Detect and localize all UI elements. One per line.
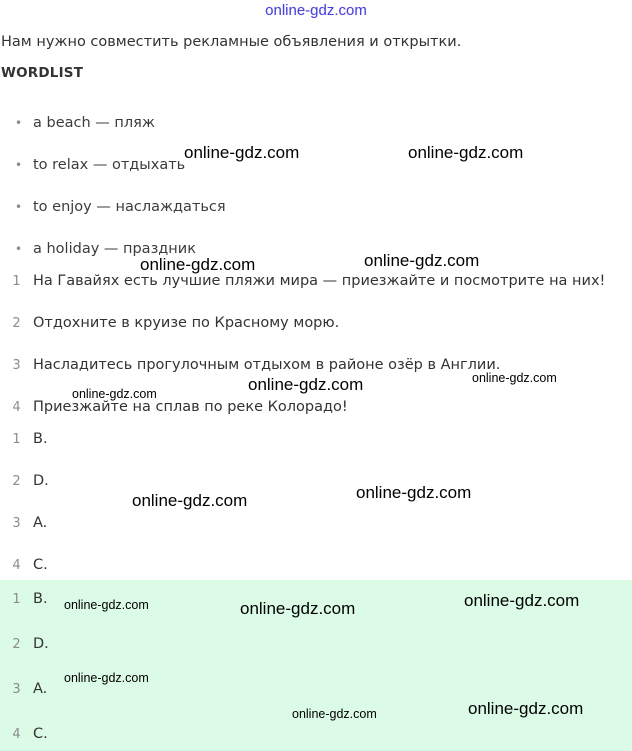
watermark: online-gdz.com [356,483,472,502]
wordlist-heading: WORDLIST [1,65,84,81]
match-number: 4 [12,558,21,573]
match-letter: C. [33,557,48,573]
ad-text: Насладитесь прогулочным отдыхом в районе озёр в Англии. [33,357,501,373]
watermark: online-gdz.com [64,598,149,612]
wordlist-item-text: a holiday — праздник [33,241,196,257]
watermark: online-gdz.com [464,591,580,610]
watermark: online-gdz.com [184,143,300,162]
task-description: Нам нужно совместить рекламные объявления и открытки. [1,34,462,50]
bullet-icon: • [15,242,23,256]
bullet-icon: • [15,200,23,214]
bullet-icon: • [15,158,23,172]
site-header-link[interactable]: online-gdz.com [265,2,367,19]
answer-letter: D. [33,636,49,652]
wordlist-item [15,157,185,173]
ad-item [0,315,339,331]
match-item [0,473,49,489]
wordlist-item-text: to enjoy — наслаждаться [33,199,226,215]
answer-number: 3 [12,682,21,697]
wordlist-item [15,199,226,215]
ad-item [0,399,348,415]
match-number: 3 [12,516,21,531]
ad-text: Приезжайте на сплав по реке Колорадо! [33,399,348,415]
ad-number: 1 [12,274,21,289]
match-item [0,431,48,447]
watermark: online-gdz.com [132,491,248,510]
match-number: 1 [12,432,21,447]
ad-number: 2 [12,316,21,331]
watermark: online-gdz.com [292,707,377,721]
ad-text: Отдохните в круизе по Красному морю. [33,315,340,331]
watermark: online-gdz.com [64,671,149,685]
watermark: online-gdz.com [248,375,364,394]
answer-letter: B. [33,591,48,607]
watermark: online-gdz.com [468,699,584,718]
answer-number: 4 [12,727,21,742]
wordlist-item [15,115,155,131]
answer-letter: C. [33,726,48,742]
watermark: online-gdz.com [140,255,256,274]
answer-letter: A. [33,681,48,697]
ad-number: 3 [12,358,21,373]
ad-item [0,357,500,373]
watermark: online-gdz.com [364,251,480,270]
watermark: online-gdz.com [472,371,557,385]
ad-text: На Гавайях есть лучшие пляжи мира — приезжайте и посмотрите на них! [33,273,606,289]
ad-number: 4 [12,400,21,415]
match-letter: B. [33,431,48,447]
wordlist-item-text: to relax — отдыхать [33,157,186,173]
match-item [0,515,47,531]
answer-item [0,681,47,697]
match-letter: D. [33,473,49,489]
match-letter: A. [33,515,48,531]
answer-number: 1 [12,592,21,607]
answer-number: 2 [12,637,21,652]
answer-item [0,591,48,607]
match-item [0,557,48,573]
answer-item [0,636,49,652]
ad-item [0,273,605,289]
wordlist-item-text: a beach — пляж [33,115,155,131]
watermark: online-gdz.com [72,387,157,401]
match-number: 2 [12,474,21,489]
watermark: online-gdz.com [408,143,524,162]
bullet-icon: • [15,116,23,130]
answer-item [0,726,48,742]
watermark: online-gdz.com [240,599,356,618]
